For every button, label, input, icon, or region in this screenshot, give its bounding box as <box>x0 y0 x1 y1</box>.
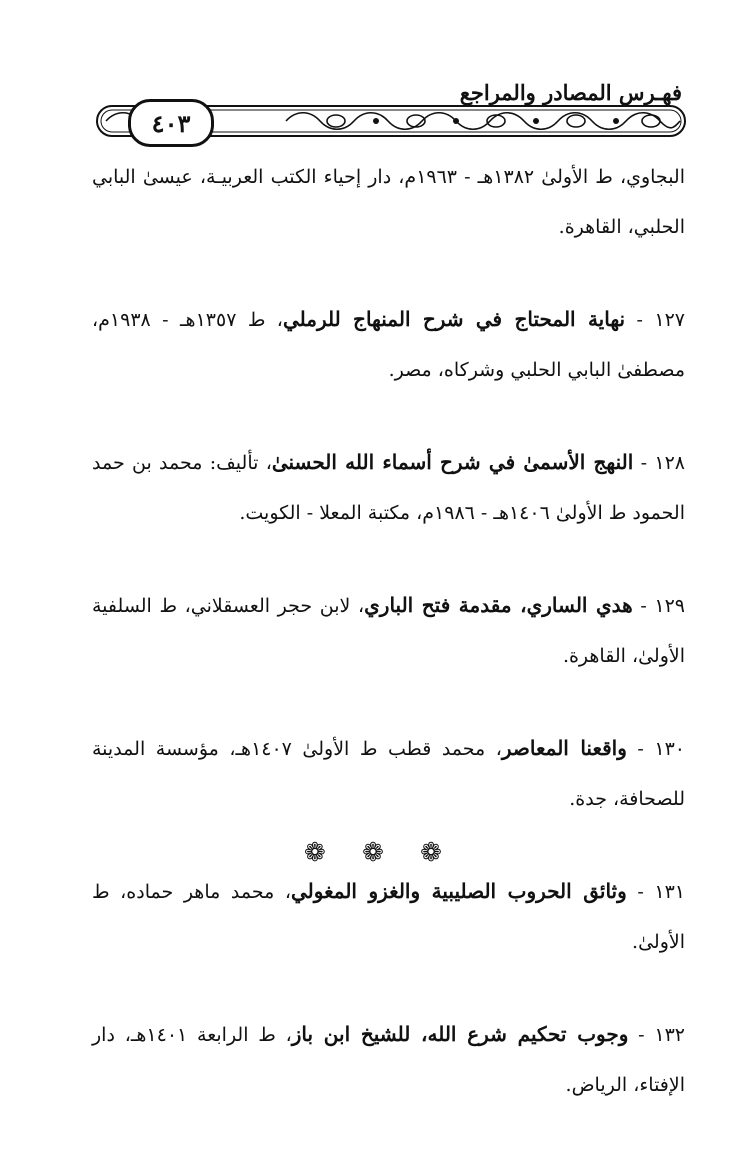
reference-title: وجوب تحكيم شرع الله، للشيخ ابن باز <box>291 1022 629 1046</box>
reference-number: ١٢٧ <box>654 309 685 331</box>
reference-entry <box>92 294 685 395</box>
reference-text: ١٣٠ - واقعنا المعاصر، محمد قطب ط الأولىٰ ١٤٠٧هـ، مؤسسة المدينة للصحافة، جدة. <box>92 736 685 810</box>
reference-number: ١٢٩ <box>654 595 686 617</box>
references-list <box>92 152 685 1152</box>
reference-title: وثائق الحروب الصليبية والغزو المغولي <box>291 879 627 903</box>
reference-title: نهاية المحتاج في شرح المنهاج للرملي <box>282 307 626 331</box>
reference-entry <box>92 723 685 824</box>
reference-text: ١٣١ - وثائق الحروب الصليبية والغزو المغولي، محمد ماهر حماده، ط الأولىٰ. <box>92 879 686 953</box>
reference-text: ١٢٨ - النهج الأسمىٰ في شرح أسماء الله الحسنىٰ، تأليف: محمد بن حمد الحمود ط الأولىٰ ١٤٠٦هـ - ١٩٨٦م، مكتبة المعلا - الكويت. <box>92 450 685 524</box>
reference-rest: ، محمد قطب ط الأولىٰ ١٤٠٧هـ، مؤسسة المدينة للصحافة، جدة. <box>92 738 685 810</box>
reference-text <box>92 152 685 252</box>
reference-rest: ، تأليف: محمد بن حمد الحمود ط الأولىٰ ١٤٠٦هـ - ١٩٨٦م، مكتبة المعلا - الكويت. <box>92 452 685 524</box>
reference-entry <box>92 580 685 681</box>
page-number-badge <box>128 99 214 147</box>
end-ornament-stars: ❁ ❁ ❁ <box>304 838 456 868</box>
reference-entry <box>92 437 685 538</box>
page-title: فهـرس المصادر والمراجع <box>459 80 682 105</box>
reference-rest: ، لابن حجر العسقلاني، ط السلفية الأولىٰ، القاهرة. <box>92 595 685 667</box>
reference-number: ١٣١ <box>654 881 686 903</box>
page-number: ٤٠٣ <box>151 108 191 138</box>
reference-number: ١٣٢ <box>654 1024 685 1046</box>
reference-text: ١٣٢ - وجوب تحكيم شرع الله، للشيخ ابن باز، ط الرابعة ١٤٠١هـ، دار الإفتاء، الرياض. <box>92 1022 685 1096</box>
reference-number: ١٣٠ <box>654 738 685 760</box>
reference-rest: ، ط ١٣٥٧هـ - ١٩٣٨م، مصطفىٰ البابي الحلبي وشركاه، مصر. <box>92 309 685 381</box>
reference-rest: ، ط الرابعة ١٤٠١هـ، دار الإفتاء، الرياض. <box>92 1024 685 1096</box>
reference-text: ١٢٩ - هدي الساري، مقدمة فتح الباري، لابن حجر العسقلاني، ط السلفية الأولىٰ، القاهرة. <box>92 593 686 667</box>
reference-rest: البجاوي، ط الأولىٰ ١٣٨٢هـ - ١٩٦٣م، دار إحياء الكتب العربيـة، عيسىٰ البابي الحلبي، القاهرة. <box>92 166 686 238</box>
reference-entry-continued <box>92 152 685 252</box>
reference-title: هدي الساري، مقدمة فتح الباري <box>364 593 633 617</box>
reference-title: واقعنا المعاصر <box>501 736 627 760</box>
reference-entry <box>92 866 685 967</box>
reference-rest: ، محمد ماهر حماده، ط الأولىٰ. <box>92 881 685 953</box>
reference-text: ١٢٧ - نهاية المحتاج في شرح المنهاج للرملي، ط ١٣٥٧هـ - ١٩٣٨م، مصطفىٰ البابي الحلبي وشركاه، مصر. <box>92 307 685 381</box>
reference-entry <box>92 1009 685 1110</box>
reference-title: النهج الأسمىٰ في شرح أسماء الله الحسنىٰ <box>271 450 634 474</box>
reference-number: ١٢٨ <box>654 452 685 474</box>
